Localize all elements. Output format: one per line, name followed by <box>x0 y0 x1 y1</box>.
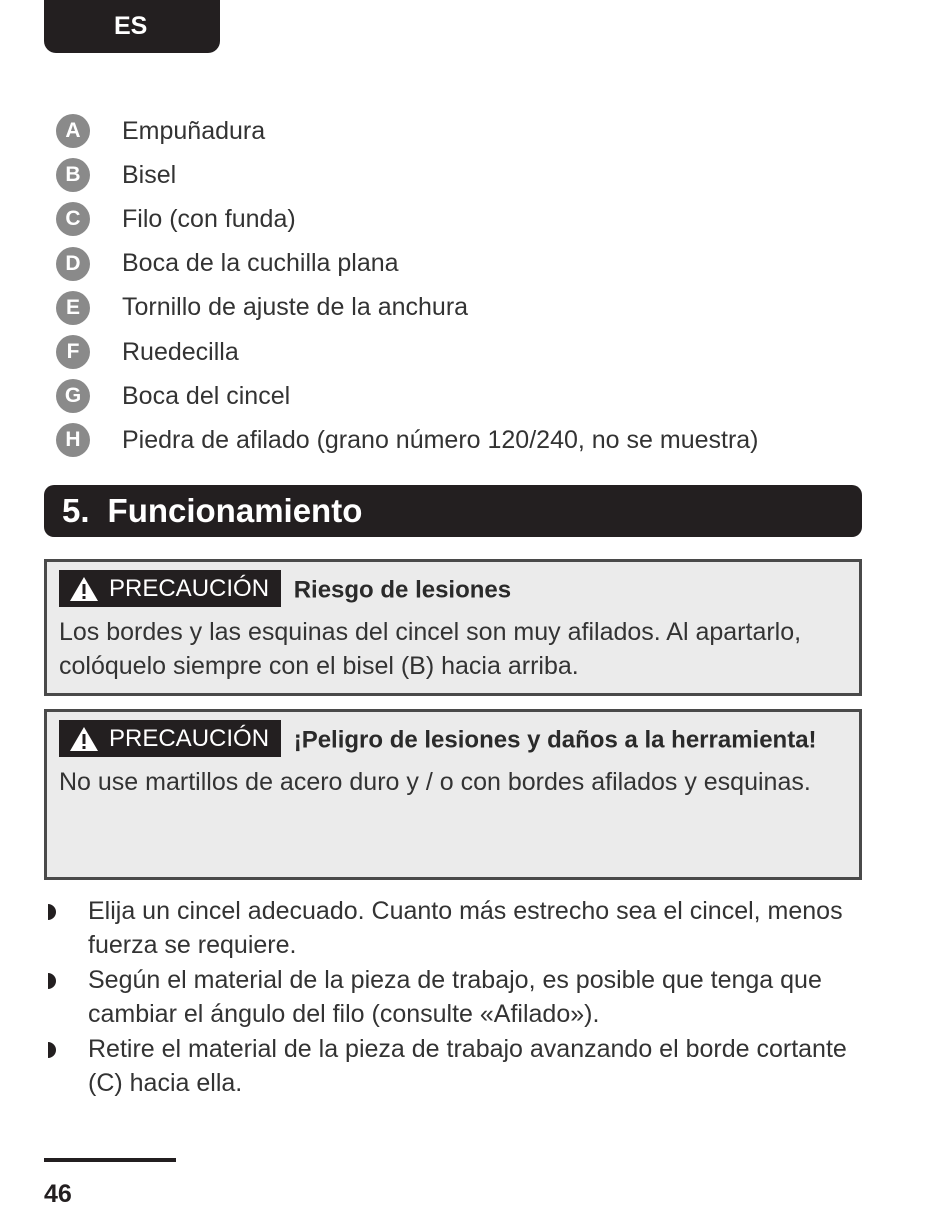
legend-item <box>56 418 916 462</box>
legend-text: Empuñadura <box>122 116 266 145</box>
caution-title: Riesgo de lesiones <box>293 576 512 604</box>
caution-header <box>59 722 847 759</box>
bullet-icon <box>48 1042 56 1058</box>
instruction-text: Elija un cincel adecuado. Cuanto más estrecho sea el cincel, menos fuerza se requiere. <box>88 897 843 959</box>
legend-text: Bisel <box>122 160 177 189</box>
legend-text: Ruedecilla <box>122 337 239 366</box>
legend-letter-badge: D <box>56 247 90 281</box>
section-title: Funcionamiento <box>107 492 363 529</box>
instruction-item <box>44 963 864 1031</box>
caution-box <box>44 709 862 880</box>
legend-item <box>56 109 916 153</box>
caution-badge-label: PRECAUCIÓN <box>109 574 270 602</box>
legend-text: Piedra de afilado (grano número 120/240, no se muestra) <box>122 425 759 454</box>
legend-item <box>56 153 916 197</box>
legend-item <box>56 197 916 241</box>
warning-triangle-icon <box>69 576 99 602</box>
instruction-list <box>44 894 864 1101</box>
legend-text: Filo (con funda) <box>122 204 296 233</box>
bullet-icon <box>48 973 56 989</box>
caution-badge-label: PRECAUCIÓN <box>109 724 270 752</box>
footer-rule <box>44 1158 176 1162</box>
legend-letter-badge: C <box>56 202 90 236</box>
caution-body: Los bordes y las esquinas del cincel son muy afilados. Al apartarlo, colóquelo siempre con el bisel (B) hacia arriba. <box>59 618 802 680</box>
caution-badge <box>59 720 281 757</box>
instruction-item <box>44 1032 864 1100</box>
caution-box <box>44 559 862 696</box>
instruction-item <box>44 894 864 962</box>
legend-letter-badge: F <box>56 335 90 369</box>
legend-text: Boca de la cuchilla plana <box>122 249 399 278</box>
caution-badge <box>59 570 281 607</box>
legend-item <box>56 242 916 286</box>
caution-body: No use martillos de acero duro y / o con bordes afilados y esquinas. <box>59 768 811 796</box>
legend-item <box>56 374 916 418</box>
language-label: ES <box>114 12 148 40</box>
legend-text: Tornillo de ajuste de la anchura <box>122 293 469 322</box>
warning-triangle-icon <box>69 726 99 752</box>
legend-letter-badge: E <box>56 291 90 325</box>
page-number: 46 <box>44 1180 72 1208</box>
section-heading <box>44 485 862 537</box>
instruction-text: Retire el material de la pieza de trabajo avanzando el borde cortante (C) hacia ella. <box>88 1035 847 1097</box>
caution-header <box>59 572 847 609</box>
legend-letter-badge: G <box>56 379 90 413</box>
legend-letter-badge: H <box>56 423 90 457</box>
instruction-text: Según el material de la pieza de trabajo, es posible que tenga que cambiar el ángulo del filo (consulte «Afilado»). <box>88 966 822 1028</box>
caution-title: ¡Peligro de lesiones y daños a la herramienta! <box>293 726 817 754</box>
legend-item <box>56 330 916 374</box>
language-tab <box>44 0 220 53</box>
legend-letter-badge: B <box>56 158 90 192</box>
section-number: 5. <box>62 492 90 529</box>
bullet-icon <box>48 904 56 920</box>
parts-legend <box>56 109 916 463</box>
legend-text: Boca del cincel <box>122 381 291 410</box>
legend-letter-badge: A <box>56 114 90 148</box>
legend-item <box>56 286 916 330</box>
